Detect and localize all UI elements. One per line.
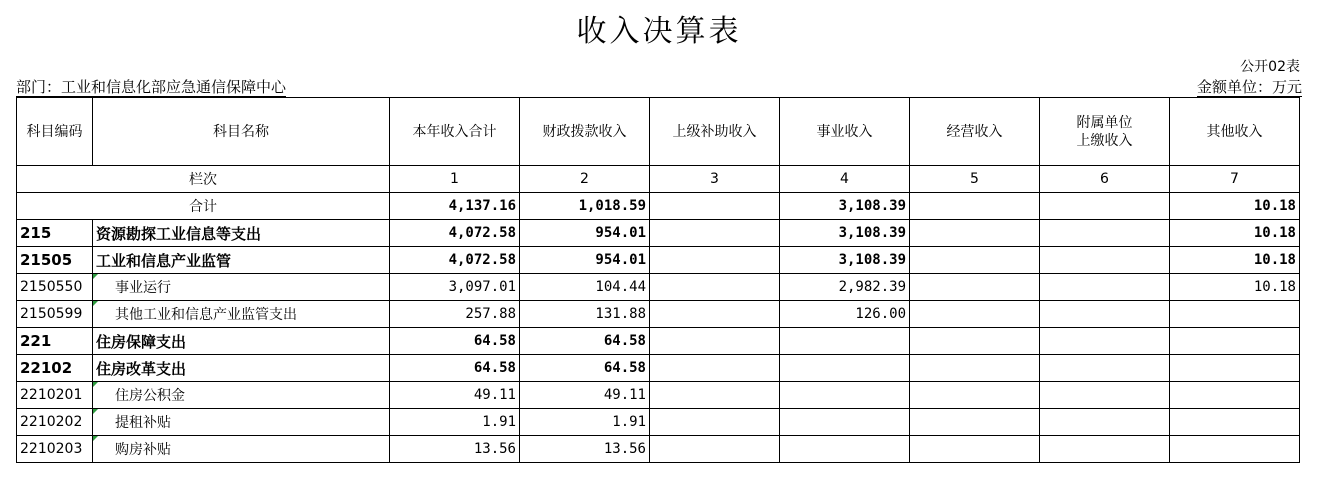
- page-title: 收入决算表: [576, 14, 742, 49]
- amount-cell: [910, 301, 1040, 328]
- table-row: [17, 355, 1300, 382]
- amount-cell: [780, 328, 910, 355]
- form-number: 公开02表: [1240, 59, 1300, 75]
- amount-cell: [910, 436, 1040, 463]
- amount-cell: [1170, 382, 1300, 409]
- amount-cell: 1.91: [390, 409, 520, 436]
- subject-code-cell: 2210201: [17, 382, 93, 409]
- subject-name-cell: 住房保障支出: [93, 328, 390, 355]
- amount-cell: [650, 436, 780, 463]
- column-index-cell: 5: [910, 166, 1040, 193]
- department-label: 部门：工业和信息化部应急通信保障中心: [16, 78, 287, 96]
- amount-cell: 64.58: [390, 328, 520, 355]
- subject-name-cell: 资源勘探工业信息等支出: [93, 220, 390, 247]
- amount-cell: [1170, 355, 1300, 382]
- amount-cell: 131.88: [520, 301, 650, 328]
- amount-cell: 64.58: [390, 355, 520, 382]
- subject-code-cell: 2150599: [17, 301, 93, 328]
- amount-cell: [650, 220, 780, 247]
- amount-cell: [780, 382, 910, 409]
- total-row: [17, 193, 1300, 220]
- amount-cell: [910, 328, 1040, 355]
- income-table: [16, 97, 1300, 463]
- amount-cell: [1040, 328, 1170, 355]
- column-index-cell: 4: [780, 166, 910, 193]
- subject-name-cell: 住房改革支出: [93, 355, 390, 382]
- total-value-cell: 10.18: [1170, 193, 1300, 220]
- column-header: 本年收入合计: [390, 98, 520, 166]
- amount-cell: [650, 247, 780, 274]
- subject-code-cell: 2210203: [17, 436, 93, 463]
- column-index-cell: 3: [650, 166, 780, 193]
- amount-cell: 3,108.39: [780, 220, 910, 247]
- amount-cell: 64.58: [520, 328, 650, 355]
- amount-cell: 3,108.39: [780, 247, 910, 274]
- amount-cell: [650, 382, 780, 409]
- amount-cell: [780, 355, 910, 382]
- table-body: [17, 166, 1300, 463]
- column-index-cell: 1: [390, 166, 520, 193]
- amount-cell: [910, 355, 1040, 382]
- amount-cell: [650, 274, 780, 301]
- amount-cell: [1170, 436, 1300, 463]
- table-row: [17, 301, 1300, 328]
- subject-name-cell: 住房公积金: [93, 382, 390, 409]
- total-value-cell: [650, 193, 780, 220]
- subject-name-cell: 事业运行: [93, 274, 390, 301]
- column-header: 经营收入: [910, 98, 1040, 166]
- amount-cell: 257.88: [390, 301, 520, 328]
- amount-cell: 126.00: [780, 301, 910, 328]
- amount-cell: [1040, 409, 1170, 436]
- amount-cell: 10.18: [1170, 220, 1300, 247]
- amount-cell: 49.11: [520, 382, 650, 409]
- table-row: [17, 220, 1300, 247]
- column-header: 科目名称: [93, 98, 390, 166]
- total-value-cell: 4,137.16: [390, 193, 520, 220]
- amount-cell: 13.56: [520, 436, 650, 463]
- total-value-cell: 1,018.59: [520, 193, 650, 220]
- amount-cell: 954.01: [520, 220, 650, 247]
- amount-cell: [1040, 274, 1170, 301]
- subject-code-cell: 21505: [17, 247, 93, 274]
- total-value-cell: [910, 193, 1040, 220]
- amount-cell: 49.11: [390, 382, 520, 409]
- total-value-cell: 3,108.39: [780, 193, 910, 220]
- amount-cell: 64.58: [520, 355, 650, 382]
- amount-cell: 4,072.58: [390, 247, 520, 274]
- subject-name-cell: 购房补贴: [93, 436, 390, 463]
- column-index-cell: 6: [1040, 166, 1170, 193]
- amount-cell: 10.18: [1170, 247, 1300, 274]
- column-index-cell: 2: [520, 166, 650, 193]
- column-header: 财政拨款收入: [520, 98, 650, 166]
- amount-cell: 10.18: [1170, 274, 1300, 301]
- total-value-cell: [1040, 193, 1170, 220]
- amount-cell: [1040, 382, 1170, 409]
- amount-cell: [1040, 436, 1170, 463]
- subject-name-cell: 其他工业和信息产业监管支出: [93, 301, 390, 328]
- subject-code-cell: 2210202: [17, 409, 93, 436]
- table-row: [17, 247, 1300, 274]
- amount-cell: 2,982.39: [780, 274, 910, 301]
- amount-cell: 13.56: [390, 436, 520, 463]
- subject-name-cell: 提租补贴: [93, 409, 390, 436]
- amount-cell: [910, 274, 1040, 301]
- subject-code-cell: 221: [17, 328, 93, 355]
- amount-cell: [910, 409, 1040, 436]
- amount-cell: 954.01: [520, 247, 650, 274]
- amount-cell: [1040, 355, 1170, 382]
- amount-cell: [650, 328, 780, 355]
- column-header: 事业收入: [780, 98, 910, 166]
- column-header: 其他收入: [1170, 98, 1300, 166]
- amount-cell: 1.91: [520, 409, 650, 436]
- amount-cell: [650, 355, 780, 382]
- column-header: 附属单位 上缴收入: [1040, 98, 1170, 166]
- table-row: [17, 274, 1300, 301]
- amount-cell: [910, 382, 1040, 409]
- amount-cell: [1040, 220, 1170, 247]
- amount-cell: 104.44: [520, 274, 650, 301]
- amount-cell: [910, 247, 1040, 274]
- amount-cell: [1170, 328, 1300, 355]
- table-row: [17, 436, 1300, 463]
- amount-cell: [910, 220, 1040, 247]
- header-row: [17, 98, 1300, 166]
- amount-cell: 3,097.01: [390, 274, 520, 301]
- amount-cell: [1170, 409, 1300, 436]
- subject-code-cell: 22102: [17, 355, 93, 382]
- amount-unit-label: 金额单位：万元: [1196, 78, 1302, 96]
- amount-cell: [1170, 301, 1300, 328]
- table-row: [17, 409, 1300, 436]
- amount-cell: 4,072.58: [390, 220, 520, 247]
- amount-cell: [780, 436, 910, 463]
- table-row: [17, 328, 1300, 355]
- subject-code-cell: 2150550: [17, 274, 93, 301]
- column-index-cell: 7: [1170, 166, 1300, 193]
- amount-cell: [1040, 247, 1170, 274]
- amount-cell: [650, 301, 780, 328]
- subject-name-cell: 工业和信息产业监管: [93, 247, 390, 274]
- column-header: 上级补助收入: [650, 98, 780, 166]
- amount-cell: [780, 409, 910, 436]
- column-header: 科目编码: [17, 98, 93, 166]
- subject-code-cell: 215: [17, 220, 93, 247]
- table-row: [17, 382, 1300, 409]
- column-index-label: 栏次: [17, 166, 390, 193]
- amount-cell: [650, 409, 780, 436]
- column-index-row: [17, 166, 1300, 193]
- total-label: 合计: [17, 193, 390, 220]
- amount-cell: [1040, 301, 1170, 328]
